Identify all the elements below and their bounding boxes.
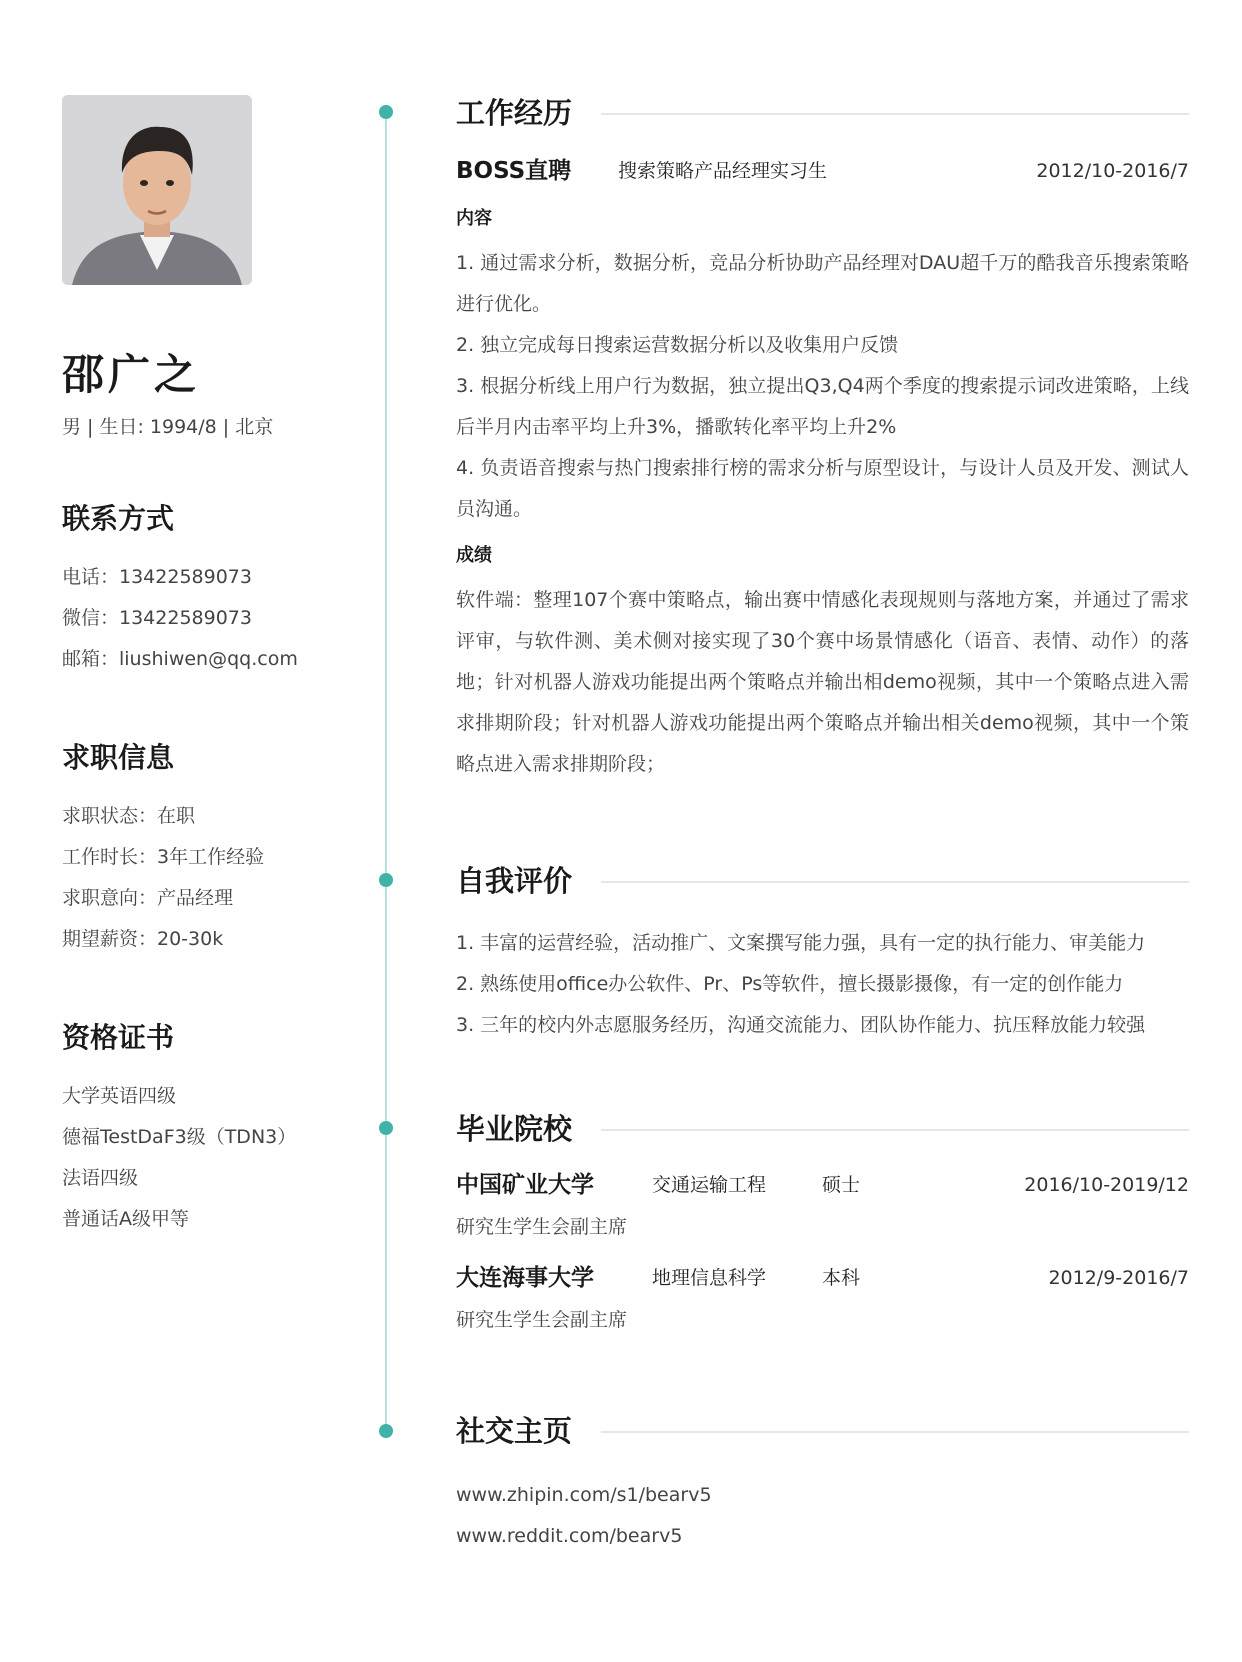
certificate-item: 德福TestDaF3级（TDN3） [62, 1126, 297, 1148]
education-title: 毕业院校 [456, 1109, 592, 1149]
self-eval-item: 3. 三年的校内外志愿服务经历，沟通交流能力、团队协作能力、抗压释放能力较强 [456, 1014, 1146, 1036]
work-date: 2012/10-2016/7 [1036, 160, 1189, 182]
school-date: 2016/10-2019/12 [1024, 1174, 1189, 1196]
self-eval-title: 自我评价 [456, 861, 592, 901]
school-date: 2012/9-2016/7 [1048, 1267, 1189, 1289]
work-content-label: 内容 [456, 208, 492, 229]
section-divider [601, 1431, 1189, 1433]
contact-title: 联系方式 [62, 502, 175, 535]
timeline-dot [379, 1424, 393, 1438]
work-content-item: 1. 通过需求分析，数据分析，竞品分析协助产品经理对DAU超千万的酷我音乐搜索策略进行优化。 [456, 252, 1189, 315]
profile-photo [62, 95, 252, 285]
section-divider [601, 113, 1189, 115]
job-target: 求职意向：产品经理 [62, 887, 234, 909]
section-divider [601, 1129, 1189, 1131]
work-role: 搜索策略产品经理实习生 [618, 160, 828, 182]
section-divider [601, 881, 1189, 883]
school-major: 地理信息科学 [652, 1267, 767, 1289]
job-intent-title: 求职信息 [62, 741, 175, 774]
school-major: 交通运输工程 [652, 1174, 767, 1196]
self-eval-item: 1. 丰富的运营经验，活动推广、文案撰写能力强，具有一定的执行能力、审美能力 [456, 932, 1146, 954]
school-degree: 本科 [822, 1267, 861, 1289]
job-salary: 期望薪资：20-30k [62, 928, 224, 950]
sidebar [62, 95, 362, 1240]
school-degree: 硕士 [822, 1174, 861, 1196]
work-section [456, 93, 1189, 785]
work-company: BOSS直聘 [456, 158, 572, 184]
certificate-item: 法语四级 [62, 1167, 139, 1189]
job-intent-section [62, 738, 362, 960]
certificate-item: 普通话A级甲等 [62, 1208, 189, 1230]
self-eval-section [456, 861, 1189, 1046]
certificates-section [62, 1018, 362, 1240]
contact-wechat: 微信：13422589073 [62, 607, 252, 629]
candidate-name: 邵广之 [62, 350, 201, 399]
social-link-zhipin[interactable]: www.zhipin.com/s1/bearv5 [456, 1484, 712, 1506]
work-title: 工作经历 [456, 93, 592, 133]
portrait-icon [62, 95, 252, 285]
work-content-item: 4. 负责语音搜索与热门搜索排行榜的需求分析与原型设计，与设计人员及开发、测试人员沟通。 [456, 457, 1189, 520]
job-experience: 工作时长：3年工作经验 [62, 846, 265, 868]
social-section [456, 1411, 1189, 1557]
timeline-dot [379, 105, 393, 119]
education-entry [456, 1167, 1189, 1203]
social-link-reddit[interactable]: www.reddit.com/bearv5 [456, 1525, 683, 1547]
work-content-list [456, 243, 1189, 530]
work-content-item: 2. 独立完成每日搜索运营数据分析以及收集用户反馈 [456, 334, 899, 356]
contact-phone: 电话：13422589073 [62, 566, 252, 588]
job-status: 求职状态：在职 [62, 805, 196, 827]
work-result-text: 软件端：整理107个赛中策略点，输出赛中情感化表现规则与落地方案，并通过了需求评审，与软件测、美术侧对接实现了30个赛中场景情感化（语音、表情、动作）的落地；针对机器人游戏功能提出两个策略点并输出相demo视频，其中一个策略点进入需求排期阶段；针对机器人游戏功能提出两个策略点并输出相关demo视频，其中一个策略点进入需求排期阶段； [456, 589, 1189, 775]
education-section [456, 1109, 1189, 1341]
work-entry-header [456, 153, 1189, 189]
contact-section [62, 499, 362, 680]
school-name: 大连海事大学 [456, 1265, 594, 1291]
school-name: 中国矿业大学 [456, 1172, 594, 1198]
school-note: 研究生学生会副主席 [456, 1309, 628, 1331]
work-result-label: 成绩 [456, 545, 492, 566]
work-content-item: 3. 根据分析线上用户行为数据，独立提出Q3,Q4两个季度的搜索提示词改进策略，上线后半月内击率平均上升3%，播歌转化率平均上升2% [456, 375, 1189, 438]
contact-email: 邮箱：liushiwen@qq.com [62, 648, 298, 670]
education-entry [456, 1260, 1189, 1296]
timeline-line [385, 112, 387, 1430]
certificates-title: 资格证书 [62, 1021, 175, 1054]
self-eval-item: 2. 熟练使用office办公软件、Pr、Ps等软件，擅长摄影摄像，有一定的创作能力 [456, 973, 1124, 995]
candidate-meta: 男 | 生日: 1994/8 | 北京 [62, 416, 274, 438]
timeline-dot [379, 873, 393, 887]
certificate-item: 大学英语四级 [62, 1085, 177, 1107]
social-title: 社交主页 [456, 1411, 592, 1451]
school-note: 研究生学生会副主席 [456, 1216, 628, 1238]
timeline-dot [379, 1121, 393, 1135]
